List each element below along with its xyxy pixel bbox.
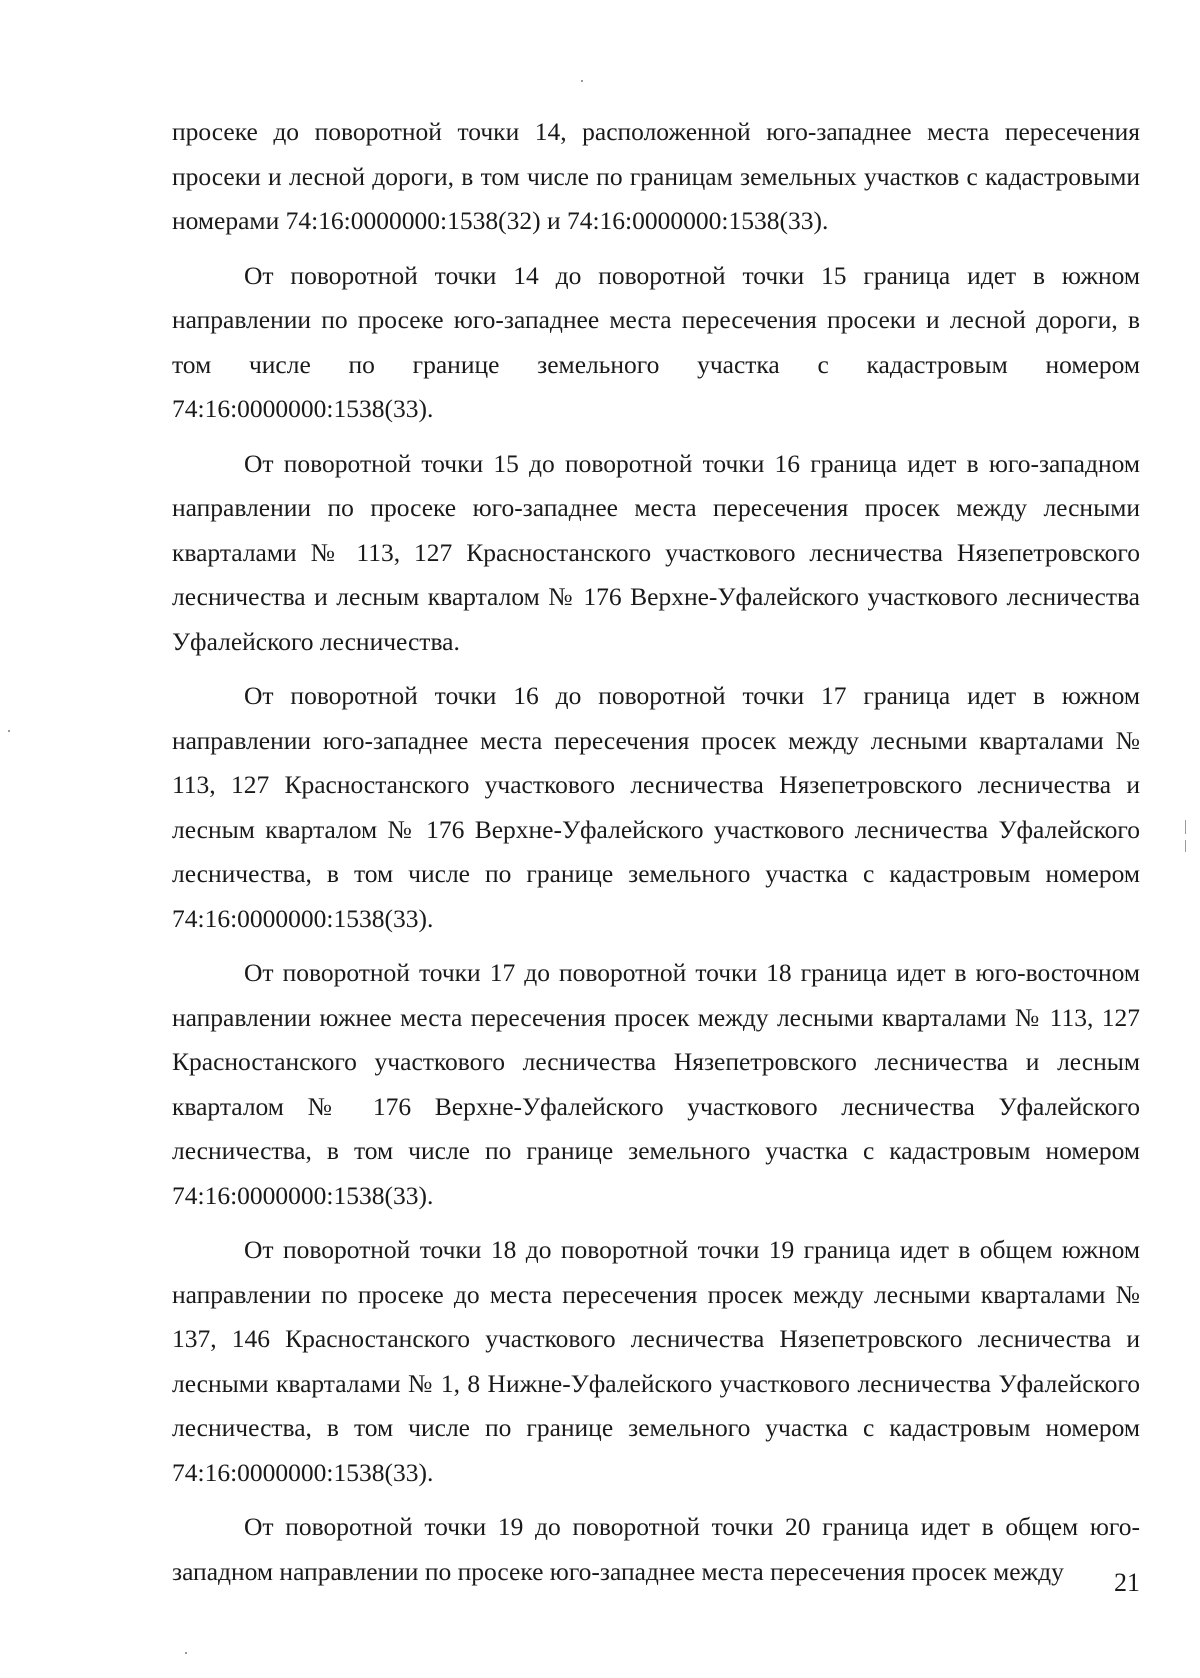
paragraph-point-15-16: От поворотной точки 15 до поворотной точки 16 граница идет в юго-западном направлении по просеке юго-западнее места пересечения просек между лесными кварталами № 113, 127 Красностанского участкового лесничества Нязепетровского лесничества и лесным кварталом № 176 Верхне-Уфалейского участкового лесничества Уфалейского лесничества. — [172, 448, 1140, 656]
page-number: 21 — [1114, 1568, 1140, 1597]
scan-speck — [1185, 840, 1186, 852]
paragraph-continuation: просеке до поворотной точки 14, расположенной юго-западнее места пересечения просеки и лесной дороги, в том числе по границам земельных участков с кадастровыми номерами 74:16:0000000:1538(32) и 74:16:0000000:1538(33). — [172, 117, 1140, 235]
document-body — [172, 110, 1140, 1604]
scan-speck — [581, 80, 583, 82]
paragraph-point-19-20: От поворотной точки 19 до поворотной точки 20 граница идет в общем юго-западном направлении по просеке юго-западнее места пересечения просек между — [172, 1512, 1140, 1586]
scan-speck — [1185, 820, 1186, 834]
scan-speck — [8, 730, 10, 732]
paragraph-point-18-19: От поворотной точки 18 до поворотной точки 19 граница идет в общем южном направлении по просеке до места пересечения просек между лесными кварталами № 137, 146 Красностанского участкового лесничества Нязепетровского лесничества и лесными кварталами № 1, 8 Нижне-Уфалейского участкового лесничества Уфалейского лесничества, в том числе по границе земельного участка с кадастровым номером 74:16:0000000:1538(33). — [172, 1235, 1140, 1487]
paragraph-point-16-17: От поворотной точки 16 до поворотной точки 17 граница идет в южном направлении юго-западнее места пересечения просек между лесными кварталами № 113, 127 Красностанского участкового лесничества Нязепетровского лесничества и лесным кварталом № 176 Верхне-Уфалейского участкового лесничества Уфалейского лесничества, в том числе по границе земельного участка с кадастровым номером 74:16:0000000:1538(33). — [172, 681, 1140, 933]
scan-speck — [185, 1652, 187, 1654]
paragraph-point-17-18: От поворотной точки 17 до поворотной точки 18 граница идет в юго-восточном направлении южнее места пересечения просек между лесными кварталами № 113, 127 Красностанского участкового лесничества Нязепетровского лесничества и лесным кварталом № 176 Верхне-Уфалейского участкового лесничества Уфалейского лесничества, в том числе по границе земельного участка с кадастровым номером 74:16:0000000:1538(33). — [172, 958, 1140, 1210]
paragraph-point-14-15: От поворотной точки 14 до поворотной точки 15 граница идет в южном направлении по просеке юго-западнее места пересечения просеки и лесной дороги, в том числе по границе земельного участка с кадастровым номером 74:16:0000000:1538(33). — [172, 260, 1140, 423]
